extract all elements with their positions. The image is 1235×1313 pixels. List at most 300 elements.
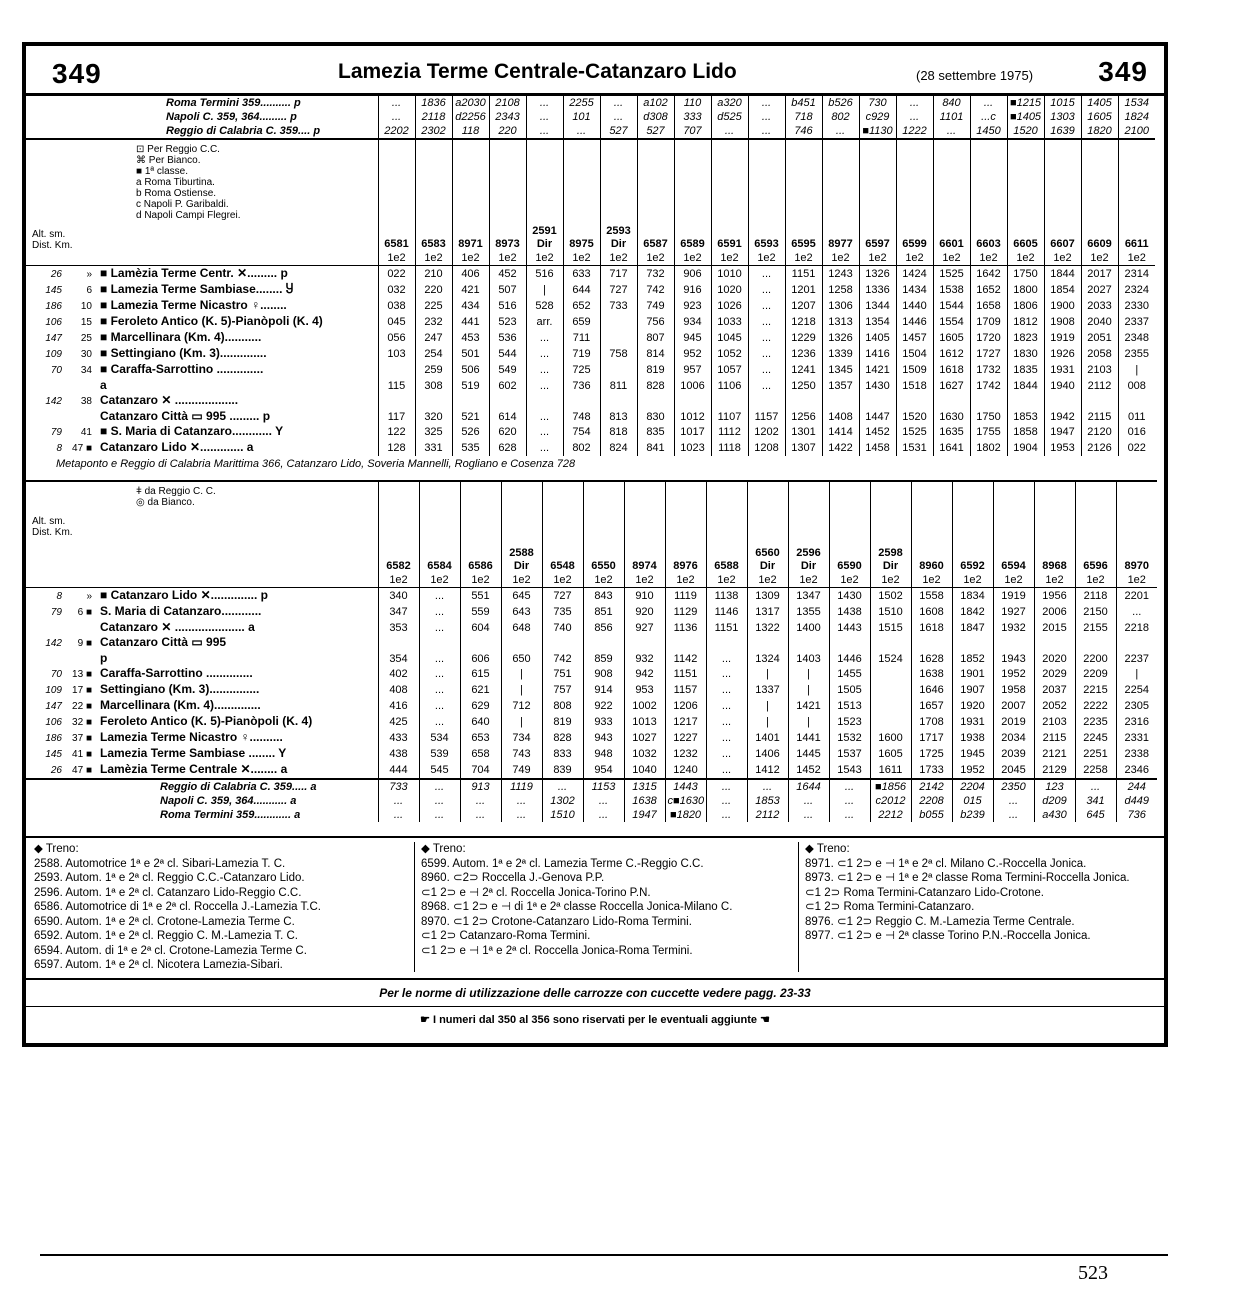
time-cell	[706, 635, 747, 651]
time-cell: 2155	[1075, 620, 1116, 635]
time-cell: 1532	[829, 730, 870, 746]
time-cell: 1750	[1007, 266, 1044, 283]
altitude: 26	[50, 765, 62, 776]
time-cell: 1129	[665, 604, 706, 620]
time-cell: 2129	[1034, 762, 1075, 779]
time-cell: 633	[563, 266, 600, 283]
time-cell	[419, 635, 460, 651]
time-cell: 1339	[822, 346, 859, 362]
time-cell: 1943	[993, 651, 1034, 666]
time-cell: 2103	[1034, 714, 1075, 730]
time-cell: 644	[563, 282, 600, 298]
train-number: 6601	[933, 139, 970, 251]
time-cell: ...	[748, 378, 785, 393]
time-cell	[870, 714, 911, 730]
note-line: 6599. Autom. 1ª e 2ª cl. Lamezia Terme C.-Reggio C.C.	[421, 857, 704, 870]
time-cell: 2103	[1081, 362, 1118, 378]
time-cell: ...	[419, 620, 460, 635]
time-cell: 828	[542, 730, 583, 746]
time-cell: |	[747, 714, 788, 730]
time-cell: 954	[583, 762, 624, 779]
time-cell: 453	[452, 330, 489, 346]
station-name: ■ Caraffa-Sarrottino ..............	[100, 362, 264, 376]
destination-time: ...	[829, 779, 870, 794]
time-cell: 2348	[1118, 330, 1155, 346]
time-cell: 406	[452, 266, 489, 283]
time-cell: 1408	[822, 409, 859, 424]
station-cell	[26, 440, 378, 456]
time-cell: 1406	[747, 746, 788, 762]
class-cell: 1e2	[952, 573, 993, 588]
origin-time: ...	[748, 124, 785, 139]
station-cell	[26, 424, 378, 440]
time-cell: 2118	[1075, 588, 1116, 605]
class-cell: 1e2	[460, 573, 501, 588]
time-cell: 2314	[1118, 266, 1155, 283]
destination-time: ...	[993, 808, 1034, 822]
time-cell: ...	[526, 330, 563, 346]
altitude: 26	[50, 269, 62, 280]
legend-item: ■ 1ª classe.	[136, 166, 188, 177]
time-cell: 1618	[911, 620, 952, 635]
altitude: 142	[45, 638, 62, 649]
station-name: Lamezia Terme Nicastro ♀..........	[100, 730, 283, 744]
time-cell: 259	[415, 362, 452, 378]
origin-time: b526	[822, 96, 859, 110]
class-cell: 1e2	[1034, 573, 1075, 588]
notes-column-1	[34, 842, 406, 973]
time-cell: 1010	[711, 266, 748, 283]
time-cell: 942	[624, 666, 665, 682]
train-number: 8970	[1116, 481, 1157, 573]
time-cell: 643	[501, 604, 542, 620]
station-row	[26, 746, 1157, 762]
up-timetable	[26, 480, 1157, 822]
time-cell: 038	[378, 298, 415, 314]
destination-time: ...	[419, 808, 460, 822]
time-cell	[747, 635, 788, 651]
time-cell: 433	[378, 730, 419, 746]
time-cell: 1958	[993, 682, 1034, 698]
time-cell: 2051	[1081, 330, 1118, 346]
time-cell: 1201	[785, 282, 822, 298]
distance: 41 ■	[72, 749, 92, 760]
time-cell: 340	[378, 588, 419, 605]
time-cell: ...	[419, 698, 460, 714]
destination-time: ...	[501, 794, 542, 808]
time-cell: 2150	[1075, 604, 1116, 620]
time-cell: 1513	[829, 698, 870, 714]
time-cell: 2007	[993, 698, 1034, 714]
time-cell: 1309	[747, 588, 788, 605]
time-cell: 1720	[970, 330, 1007, 346]
origin-time: ...	[748, 96, 785, 110]
time-cell: 2209	[1075, 666, 1116, 682]
time-cell: 1525	[933, 266, 970, 283]
time-cell: 841	[637, 440, 674, 456]
time-cell: 1630	[933, 409, 970, 424]
time-cell: 712	[501, 698, 542, 714]
time-cell: |	[788, 682, 829, 698]
time-cell: 629	[460, 698, 501, 714]
station-name: Caraffa-Sarrottino ..............	[100, 666, 253, 680]
time-cell: 1502	[870, 588, 911, 605]
time-cell: 1635	[933, 424, 970, 440]
destination-time: ■1856	[870, 779, 911, 794]
train-number: 6609	[1081, 139, 1118, 251]
train-number: 8968	[1034, 481, 1075, 573]
time-cell: 2037	[1034, 682, 1075, 698]
table-number-left: 349	[52, 58, 102, 89]
time-cell: 748	[563, 409, 600, 424]
destination-time: ■1820	[665, 808, 706, 822]
time-cell: 1927	[993, 604, 1034, 620]
time-cell: 353	[378, 620, 419, 635]
train-number: 6582	[378, 481, 419, 573]
destination-time: 1443	[665, 779, 706, 794]
time-cell: 2126	[1081, 440, 1118, 456]
station-name: Catanzaro ✕ ...................	[100, 393, 239, 407]
note-line: 2596. Autom. 1ª e 2ª cl. Catanzaro Lido-Reggio C.C.	[34, 886, 302, 899]
note-line: 8976. ⊂1 2⊃ Reggio C. M.-Lamezia Terme Centrale.	[805, 915, 1075, 928]
time-cell: 1337	[747, 682, 788, 698]
couchette-note: Per le norme di utilizzazione delle carrozze con cuccette vedere pagg. 23-33	[26, 978, 1164, 1000]
train-number: 6583	[415, 139, 452, 251]
time-cell: 2027	[1081, 282, 1118, 298]
time-cell: 1947	[1044, 424, 1081, 440]
train-number: 6586	[460, 481, 501, 573]
time-cell: ...	[419, 682, 460, 698]
destination-time: 2142	[911, 779, 952, 794]
station-name: S. Maria di Catanzaro............	[100, 604, 262, 618]
time-cell: 1012	[674, 409, 711, 424]
origin-time: ...	[933, 124, 970, 139]
train-header-row	[26, 139, 1155, 251]
station-name: ■ Lamèzia Terme Centr. ✕......... p	[100, 266, 288, 280]
station-cell	[26, 635, 378, 651]
time-cell: 830	[637, 409, 674, 424]
class-cell: 1e2	[870, 573, 911, 588]
train-number: 6560 Dir	[747, 481, 788, 573]
time-cell: 056	[378, 330, 415, 346]
time-cell: 506	[452, 362, 489, 378]
time-cell: 1208	[748, 440, 785, 456]
time-cell: 2029	[1034, 666, 1075, 682]
station-cell	[26, 314, 378, 330]
time-cell: 811	[600, 378, 637, 393]
time-cell: |	[526, 282, 563, 298]
time-cell: 1151	[665, 666, 706, 682]
time-cell: 1040	[624, 762, 665, 779]
time-cell: ...	[706, 762, 747, 779]
origin-time: 1015	[1044, 96, 1081, 110]
destination-time: 733	[378, 779, 419, 794]
time-cell: 416	[378, 698, 419, 714]
train-number: 8977	[822, 139, 859, 251]
time-cell: 652	[563, 298, 600, 314]
time-cell: 1326	[859, 266, 896, 283]
time-cell: 933	[583, 714, 624, 730]
origin-row	[26, 96, 1155, 110]
class-cell: 1e2	[1116, 573, 1157, 588]
time-cell: 354	[378, 651, 419, 666]
time-cell: 2200	[1075, 651, 1116, 666]
station-row	[26, 698, 1157, 714]
origin-time: ...	[896, 96, 933, 110]
note-line: 6597. Autom. 1ª e 2ª cl. Nicotera Lamezia-Sibari.	[34, 959, 283, 971]
time-cell: 008	[1118, 378, 1155, 393]
time-cell: ...	[419, 604, 460, 620]
station-cell	[26, 393, 378, 409]
station-cell	[26, 346, 378, 362]
class-cell: 1e2	[993, 573, 1034, 588]
time-cell	[829, 635, 870, 651]
time-cell: 1646	[911, 682, 952, 698]
time-cell	[624, 635, 665, 651]
time-cell: 2305	[1116, 698, 1157, 714]
time-cell: 1027	[624, 730, 665, 746]
time-cell: 1708	[911, 714, 952, 730]
time-cell	[870, 682, 911, 698]
station-row	[26, 730, 1157, 746]
time-cell: 2254	[1116, 682, 1157, 698]
time-cell: 103	[378, 346, 415, 362]
time-cell: 2040	[1081, 314, 1118, 330]
time-cell: 1908	[1044, 314, 1081, 330]
time-cell: 1842	[952, 604, 993, 620]
time-cell: 1057	[711, 362, 748, 378]
time-cell: 2115	[1034, 730, 1075, 746]
origin-time: 2100	[1118, 124, 1155, 139]
time-cell: 1458	[859, 440, 896, 456]
time-cell: ...	[706, 746, 747, 762]
time-cell: 1858	[1007, 424, 1044, 440]
time-cell: 1421	[788, 698, 829, 714]
time-cell: 1438	[829, 604, 870, 620]
destination-time: ...	[542, 779, 583, 794]
time-cell: 1538	[933, 282, 970, 298]
time-cell: 953	[624, 682, 665, 698]
time-cell: 856	[583, 620, 624, 635]
time-cell: 1854	[1044, 282, 1081, 298]
origin-time: ■1130	[859, 124, 896, 139]
destination-time: 2212	[870, 808, 911, 822]
time-cell: 1301	[785, 424, 822, 440]
distance: 6 ■	[77, 607, 92, 618]
station-name: Catanzaro Lido ✕............. a	[100, 440, 254, 454]
time-cell: 1416	[859, 346, 896, 362]
time-cell: 640	[460, 714, 501, 730]
train-number: 6599	[896, 139, 933, 251]
destination-time: d209	[1034, 794, 1075, 808]
distance: 15	[80, 317, 92, 328]
origin-time: 527	[600, 124, 637, 139]
time-cell: 1525	[896, 424, 933, 440]
station-cell	[26, 604, 378, 620]
time-cell: 1834	[952, 588, 993, 605]
note-line: 8973. ⊂1 2⊃ e ⊣ 1ª e 2ª classe Roma Termini-Roccella Jonica.	[805, 872, 1130, 884]
legend-cell	[26, 481, 378, 573]
time-cell: 2017	[1081, 266, 1118, 283]
time-cell: 1151	[785, 266, 822, 283]
time-cell	[665, 635, 706, 651]
distance: 34	[80, 365, 92, 376]
time-cell: 1904	[1007, 440, 1044, 456]
time-cell	[563, 393, 600, 409]
time-cell: 1852	[952, 651, 993, 666]
destination-time: 1119	[501, 779, 542, 794]
time-cell	[526, 393, 563, 409]
time-cell: 1023	[674, 440, 711, 456]
time-cell	[993, 635, 1034, 651]
dist-km-header: Dist. Km.	[32, 240, 73, 251]
time-cell: 1146	[706, 604, 747, 620]
destination-time: ...	[460, 794, 501, 808]
destination-time: ...	[1075, 779, 1116, 794]
origin-time: ...	[822, 124, 859, 139]
time-cell: 1138	[706, 588, 747, 605]
time-cell: 1709	[970, 314, 1007, 330]
time-cell: 1347	[788, 588, 829, 605]
time-cell: 1505	[829, 682, 870, 698]
origin-time: ...	[896, 110, 933, 124]
note-line: 8970. ⊂1 2⊃ Crotone-Catanzaro Lido-Roma Termini.	[421, 915, 692, 928]
class-cell: 1e2	[378, 573, 419, 588]
time-cell	[822, 393, 859, 409]
destination-time: d449	[1116, 794, 1157, 808]
train-number: 8976	[665, 481, 706, 573]
station-cell	[26, 746, 378, 762]
time-cell: |	[501, 666, 542, 682]
note-line: ◆ Treno:	[805, 843, 850, 855]
class-cell: 1e2	[911, 573, 952, 588]
station-row	[26, 330, 1155, 346]
destination-time: 1302	[542, 794, 583, 808]
origin-time: 101	[563, 110, 600, 124]
time-cell: ...	[748, 282, 785, 298]
time-cell: 648	[501, 620, 542, 635]
destination-time: ...	[501, 808, 542, 822]
time-cell: ...	[419, 714, 460, 730]
legend-item: a Roma Tiburtina.	[136, 177, 215, 188]
origin-time: ...	[378, 96, 415, 110]
time-cell: 628	[489, 440, 526, 456]
time-cell: 645	[501, 588, 542, 605]
time-cell: 1240	[665, 762, 706, 779]
origin-time: 707	[674, 124, 711, 139]
origin-time: 1520	[1007, 124, 1044, 139]
station-row	[26, 424, 1155, 440]
station-row	[26, 666, 1157, 682]
station-row	[26, 266, 1155, 283]
altitude: 109	[45, 349, 62, 360]
destination-time: 244	[1116, 779, 1157, 794]
time-cell: 1509	[896, 362, 933, 378]
destination-time: 1644	[788, 779, 829, 794]
time-cell: ...	[748, 330, 785, 346]
time-cell: 1447	[859, 409, 896, 424]
time-cell: ...	[706, 698, 747, 714]
train-number: 6594	[993, 481, 1034, 573]
time-cell: 1345	[822, 362, 859, 378]
time-cell: arr.	[526, 314, 563, 330]
distance: 9 ■	[77, 638, 92, 649]
time-cell: 727	[542, 588, 583, 605]
station-row	[26, 393, 1155, 409]
time-cell: 751	[542, 666, 583, 682]
time-cell	[600, 362, 637, 378]
time-cell: 932	[624, 651, 665, 666]
time-cell: 425	[378, 714, 419, 730]
time-cell: 2201	[1116, 588, 1157, 605]
time-cell: 2006	[1034, 604, 1075, 620]
time-cell	[637, 393, 674, 409]
station-cell	[26, 330, 378, 346]
time-cell: 1322	[747, 620, 788, 635]
time-cell: 732	[637, 266, 674, 283]
origin-row	[26, 124, 1155, 139]
time-cell: |	[747, 666, 788, 682]
origin-time: 1605	[1081, 110, 1118, 124]
origin-time: 2302	[415, 124, 452, 139]
time-cell: 1119	[665, 588, 706, 605]
time-cell	[1044, 393, 1081, 409]
altitude: 8	[56, 591, 62, 602]
time-cell: 1953	[1044, 440, 1081, 456]
class-label	[26, 573, 378, 588]
station-row	[26, 378, 1155, 393]
station-name: Feroleto Antico (K. 5)-Pianòpoli (K. 4)	[100, 714, 313, 728]
time-cell: 1844	[1044, 266, 1081, 283]
time-cell: 1847	[952, 620, 993, 635]
time-cell: 1812	[1007, 314, 1044, 330]
time-cell: 516	[489, 298, 526, 314]
time-cell: 1558	[911, 588, 952, 605]
destination-time: ...	[706, 808, 747, 822]
time-cell: ...	[706, 730, 747, 746]
train-number: 6589	[674, 139, 711, 251]
time-cell: 813	[600, 409, 637, 424]
time-cell: 254	[415, 346, 452, 362]
time-cell: 452	[489, 266, 526, 283]
station-cell	[26, 298, 378, 314]
destination-time: 1510	[542, 808, 583, 822]
time-cell: 117	[378, 409, 415, 424]
time-cell: ...	[419, 651, 460, 666]
note-line: 8977. ⊂1 2⊃ e ⊣ 2ª classe Torino P.N.-Roccella Jonica.	[805, 930, 1091, 942]
note-line: 2588. Automotrice 1ª e 2ª cl. Sibari-Lamezia T. C.	[34, 857, 286, 870]
train-number: 8971	[452, 139, 489, 251]
time-cell: ...	[748, 266, 785, 283]
time-cell: 1227	[665, 730, 706, 746]
time-cell	[870, 698, 911, 714]
time-cell: 604	[460, 620, 501, 635]
time-cell: 740	[542, 620, 583, 635]
time-cell: 1835	[1007, 362, 1044, 378]
time-cell: 1920	[952, 698, 993, 714]
destination-time: 1315	[624, 779, 665, 794]
time-cell: ...	[419, 588, 460, 605]
class-cell: 1e2	[706, 573, 747, 588]
origin-label: Napoli C. 359, 364......... p	[166, 111, 297, 123]
train-notes	[26, 836, 1164, 976]
time-cell: |	[788, 666, 829, 682]
distance: 22 ■	[72, 701, 92, 712]
train-number: 6603	[970, 139, 1007, 251]
destination-time: c■1630	[665, 794, 706, 808]
origin-time: 1303	[1044, 110, 1081, 124]
time-cell: 742	[637, 282, 674, 298]
